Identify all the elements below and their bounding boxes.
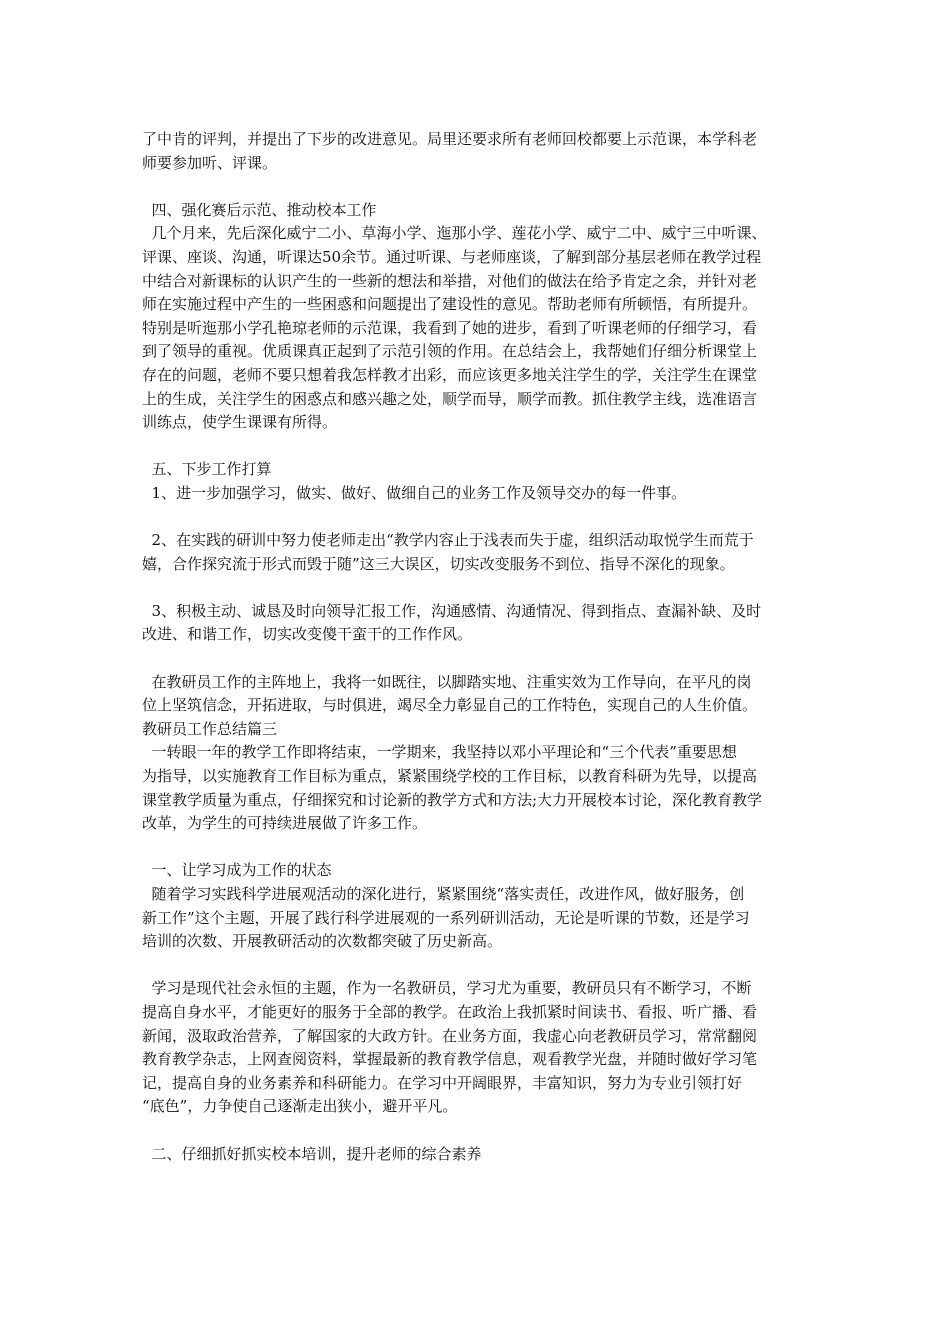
heading-line: 四、强化赛后示范、推动校本工作 xyxy=(142,200,377,219)
text-line: 2、在实践的研训中努力使老师走出“教学内容止于浅表而失于虚，组织活动取悦学生而荒于 xyxy=(142,531,754,550)
text-line: 中结合对新课标的认识产生的一些新的想法和举措，对他们的做法在给予肯定之余，并针对老 xyxy=(142,271,758,290)
paragraph-spacer xyxy=(142,647,812,671)
part-3-section-1-paragraph-1 xyxy=(142,883,812,954)
paragraph-spacer xyxy=(142,836,812,860)
paragraph-spacer xyxy=(142,1119,812,1143)
paragraph-spacer xyxy=(142,506,812,530)
plan-item-2 xyxy=(142,529,812,576)
text-line: 上的生成，关注学生的困惑点和感兴趣之处，顺学而导，顺学而教。抓住教学主线，选准语言 xyxy=(142,389,758,408)
section-5-heading xyxy=(142,458,812,482)
text-line: 新工作”这个主题，开展了践行科学进展观的一系列研训活动，无论是听课的节数，还是学习 xyxy=(142,908,750,927)
paragraph-spacer xyxy=(142,576,812,600)
text-line: 几个月来，先后深化威宁二小、草海小学、迤那小学、莲花小学、威宁二中、威宁三中听课、 xyxy=(142,224,767,243)
text-line: 训练点，使学生课课有所得。 xyxy=(142,413,338,432)
text-line: 师在实施过程中产生的一些困惑和问题提出了建设性的意见。帮助老师有所顿悟，有所提升。 xyxy=(142,295,758,314)
text-line: 位上坚筑信念，开拓进取，与时俱进，竭尽全力彰显自己的工作特色，实现自己的人生价值。 xyxy=(142,696,758,715)
part-3-section-1-heading xyxy=(142,859,812,883)
text-line: 了中肯的评判，并提出了下步的改进意见。局里还要求所有老师回校都要上示范课，本学科老 xyxy=(142,130,758,148)
heading-line: 教研员工作总结篇三 xyxy=(142,719,278,738)
section-4-heading xyxy=(142,199,812,223)
text-line: 1、进一步加强学习，做实、做好、做细自己的业务工作及领导交办的每一件事。 xyxy=(142,483,687,502)
text-line: 改革，为学生的可持续进展做了许多工作。 xyxy=(142,814,428,833)
part-3-title xyxy=(142,718,812,742)
text-line: 3、积极主动、诚恳及时向领导汇报工作，沟通感情、沟通情况、得到指点、查漏补缺、及时 xyxy=(142,601,762,620)
text-line: 评课、座谈、沟通，听课达50余节。通过听课、与老师座谈，了解到部分基层老师在教学过程 xyxy=(142,247,762,266)
text-line: 记，提高自身的业务素养和科研能力。在学习中开阔眼界，丰富知识，努力为专业引领打好 xyxy=(142,1073,743,1092)
text-line: 改进、和谐工作，切实改变傻干蛮干的工作作风。 xyxy=(142,625,473,644)
closing-paragraph xyxy=(142,671,812,718)
plan-item-1 xyxy=(142,482,812,506)
part-3-section-1-paragraph-2 xyxy=(142,977,812,1119)
section-4-paragraph xyxy=(142,222,812,434)
text-line: 存在的问题，老师不要只想着我怎样教才出彩，而应该更多地关注学生的学，关注学生在课堂 xyxy=(142,365,758,384)
text-line: 为指导，以实施教育工作目标为重点，紧紧围绕学校的工作目标，以教育科研为先导，以提高 xyxy=(142,767,758,786)
text-line: 学习是现代社会永恒的主题，作为一名教研员，学习尤为重要，教研员只有不断学习，不断 xyxy=(142,979,752,998)
text-line: 培训的次数、开展教研活动的次数都突破了历史新高。 xyxy=(142,932,503,951)
heading-line: 一、让学习成为工作的状态 xyxy=(142,861,332,880)
plan-item-3 xyxy=(142,600,812,647)
part-3-intro xyxy=(142,741,812,835)
paragraph-spacer xyxy=(142,954,812,978)
text-line: 到了领导的重视。优质课真正起到了示范引领的作用。在总结会上，我帮她们仔细分析课堂上 xyxy=(142,342,758,361)
text-line: 嬉，合作探究流于形式而毁于随”这三大误区，切实改变服务不到位、指导不深化的现象。 xyxy=(142,554,735,573)
part-3-section-2-heading xyxy=(142,1143,812,1167)
text-line: “底色”，力争使自己逐渐走出狭小，避开平凡。 xyxy=(142,1097,458,1116)
text-line: 新闻，汲取政治营养，了解国家的大政方针。在业务方面，我虚心向老教研员学习，常常翻阅 xyxy=(142,1026,758,1045)
text-line: 在教研员工作的主阵地上，我将一如既往，以脚踏实地、注重实效为工作导向，在平凡的岗 xyxy=(142,672,752,691)
text-line: 特别是听迤那小学孔艳琼老师的示范课，我看到了她的进步，看到了听课老师的仔细学习，看 xyxy=(142,318,758,337)
intro-paragraph xyxy=(142,128,812,175)
text-line: 教育教学杂志，上网查阅资料，掌握最新的教育教学信息，观看教学光盘，并随时做好学习笔 xyxy=(142,1050,758,1069)
text-line: 师要参加听、评课。 xyxy=(142,153,278,172)
paragraph-spacer xyxy=(142,175,812,199)
heading-line: 二、仔细抓好抓实校本培训，提升老师的综合素养 xyxy=(142,1144,482,1163)
text-line: 提高自身水平，才能更好的服务于全部的教学。在政治上我抓紧时间读书、看报、听广播、看 xyxy=(142,1002,758,1021)
paragraph-spacer xyxy=(142,435,812,459)
heading-line: 五、下步工作打算 xyxy=(142,460,272,479)
text-line: 一转眼一年的教学工作即将结束，一学期来，我坚持以邓小平理论和“三个代表”重要思想 xyxy=(142,743,737,762)
text-line: 课堂教学质量为重点，仔细探究和讨论新的教学方式和方法;大力开展校本讨论，深化教育教学 xyxy=(142,790,763,809)
document-body xyxy=(142,128,812,1166)
text-line: 随着学习实践科学进展观活动的深化进行，紧紧围绕“落实责任，改进作风，做好服务，创 xyxy=(142,885,745,903)
